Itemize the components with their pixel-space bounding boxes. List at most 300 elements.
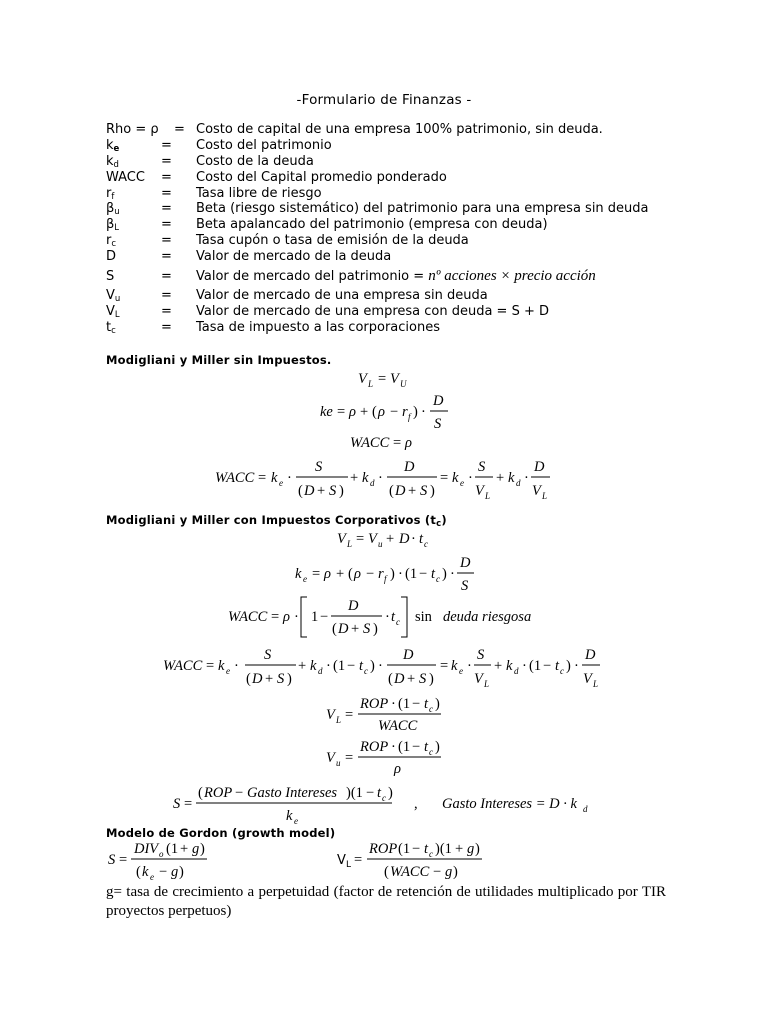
definition-equals: = [161,319,172,335]
definition-description [196,186,322,202]
svg-text:+: + [408,483,417,499]
svg-text:·: · [524,470,529,486]
definition-symbol [106,122,159,138]
svg-text:·: · [378,470,383,486]
definition-symbol-subscript: c [111,325,116,336]
definition-description-text: Tasa libre de riesgo [196,185,322,201]
svg-text:=: = [378,371,387,387]
formula-gasto-intereses-text: Gasto Intereses = D · k [442,796,577,812]
svg-text:(1: (1 [398,696,411,712]
svg-text:·: · [287,470,292,486]
svg-text:d: d [516,478,521,488]
definition-symbol-base: β [106,217,115,233]
svg-text:V: V [337,531,346,547]
definition-description [196,233,469,249]
svg-text:+: + [494,658,503,674]
svg-text:+: + [317,483,326,499]
svg-text:t: t [377,785,382,801]
definition-symbol [106,265,114,288]
svg-text:·: · [467,658,472,674]
definition-description-text: Valor de mercado de una empresa con deuda = S + D [196,303,550,319]
svg-text:D: D [304,483,315,499]
svg-text:=: = [258,470,267,486]
svg-text:d: d [583,804,588,814]
svg-text:k: k [452,470,459,486]
definition-equals: = [161,288,172,304]
svg-text:c: c [382,793,386,803]
svg-text:o: o [159,849,164,859]
svg-text:D: D [394,671,405,687]
svg-text:t: t [391,609,396,625]
svg-text:e: e [459,666,463,676]
svg-text:): ) [388,785,393,801]
svg-text:(: ( [372,404,377,420]
svg-text:S: S [277,671,285,687]
definition-description [196,217,548,233]
svg-text:ρ: ρ [378,404,385,420]
svg-text:(: ( [332,621,337,637]
svg-text:(1: (1 [333,658,346,674]
svg-text:S: S [478,459,486,475]
svg-text:S: S [108,852,116,868]
svg-text:(1: (1 [405,566,418,582]
definition-symbol-base: k [106,137,114,153]
svg-text:u: u [336,758,341,768]
svg-text:S: S [264,647,272,663]
svg-text:=: = [354,852,363,868]
svg-text:e: e [460,478,464,488]
page-title: -Formulario de Finanzas - [296,92,472,108]
section-heading-mm-tax-sub: c [436,519,442,529]
svg-text:D: D [395,483,406,499]
svg-text:U: U [400,379,407,389]
svg-text:k: k [142,864,149,880]
definition-symbol-base: Rho = ρ [106,122,159,137]
svg-text:t: t [555,658,560,674]
svg-text:(: ( [198,785,203,801]
svg-text:D: D [399,531,410,547]
formula-vl-with-tax [0,526,768,552]
svg-text:Gasto Intereses: Gasto Intereses [247,785,338,801]
definition-equals: = [161,233,172,249]
definition-symbol-base: V [106,303,115,319]
svg-text:ROP: ROP [204,785,233,801]
svg-text:+: + [386,531,395,547]
svg-text:·: · [234,658,239,674]
svg-text:+: + [360,404,369,420]
svg-text:−: − [412,841,421,857]
definition-equals: = [161,169,172,185]
svg-text:k: k [310,658,317,674]
formula-sin-text: sin [415,609,432,625]
svg-text:g: g [445,864,453,880]
svg-text:+: + [350,470,359,486]
svg-text:c: c [396,617,400,627]
definition-symbol-subscript: d [113,159,119,170]
svg-text:V: V [326,750,335,766]
svg-text:+: + [407,671,416,687]
definition-symbol-subscript: f [111,191,115,202]
svg-text:ρ: ρ [354,566,361,582]
svg-text:−: − [366,785,375,801]
svg-text:1: 1 [311,609,319,625]
svg-text:): ) [435,696,440,712]
definition-symbol [106,170,145,186]
svg-text:=: = [337,404,346,420]
svg-text:e: e [303,574,307,584]
svg-text:e: e [150,872,154,882]
svg-text:ρ: ρ [349,404,356,420]
svg-text:·: · [411,531,416,547]
formula-gordon [0,836,768,882]
svg-text:=: = [356,531,365,547]
svg-text:D: D [404,459,415,475]
svg-text:(1: (1 [529,658,542,674]
svg-text:+: + [180,841,189,857]
svg-text:k: k [362,470,369,486]
svg-text:c: c [424,539,428,549]
definition-symbol-subscript: u [114,207,120,218]
svg-text:d: d [318,666,323,676]
svg-text:WACC: WACC [163,658,203,674]
svg-text:e: e [226,666,230,676]
svg-text:)(1: )(1 [346,785,363,801]
svg-text:): ) [373,621,378,637]
svg-text:(: ( [389,483,394,499]
svg-text:t: t [424,696,429,712]
definition-description [196,288,488,304]
svg-text:WACC: WACC [350,435,390,451]
svg-text:+: + [336,566,345,582]
svg-text:k: k [295,566,302,582]
svg-text:=: = [206,658,215,674]
footnote-growth-rate: g= tasa de crecimiento a perpetuidad (factor de retención de utilidades multiplicado por TIR proyectos perpetuos) [106,884,666,919]
svg-text:S: S [329,483,337,499]
svg-text:k: k [218,658,225,674]
svg-text:(: ( [388,671,393,687]
svg-text:WACC: WACC [378,718,418,734]
svg-text:L: L [346,860,352,870]
svg-text:t: t [431,566,436,582]
svg-text:ROP: ROP [369,841,398,857]
svg-text:k: k [508,470,515,486]
definition-symbol-base: r [106,233,112,249]
svg-text:L: L [336,715,342,725]
svg-text:d: d [514,666,519,676]
svg-text:S: S [419,671,427,687]
svg-text:·: · [378,658,383,674]
svg-text:V: V [475,483,484,499]
svg-text:=: = [345,707,354,723]
formula-ke-no-tax [0,386,768,436]
svg-text:(: ( [348,566,353,582]
svg-text:c: c [429,849,433,859]
svg-text:−: − [543,658,552,674]
definition-symbol [106,249,116,265]
definition-equals: = [161,269,172,285]
svg-text:ke: ke [320,404,333,420]
svg-text:ρ: ρ [405,435,412,451]
definition-symbol-base: r [106,185,112,201]
svg-text:S: S [173,796,181,812]
svg-text:): ) [179,864,184,880]
definition-description-text: Costo de la deuda [196,153,314,169]
definition-symbol [106,288,120,304]
definition-description-text: Valor de mercado del patrimonio = [196,269,429,285]
definition-symbol [106,320,116,336]
svg-text:−: − [159,864,168,880]
svg-text:): ) [370,658,375,674]
svg-text:)(1: )(1 [435,841,452,857]
definition-equals: = [161,201,172,217]
svg-text:S: S [461,578,469,594]
definition-description-text: Tasa de impuesto a las corporaciones [196,319,440,335]
svg-text:·: · [391,696,396,712]
definition-equals: = [161,217,172,233]
svg-text:D: D [403,647,414,663]
svg-text:−: − [347,658,356,674]
svg-text:): ) [442,566,447,582]
definition-equals: = [161,137,172,153]
svg-text:WACC: WACC [228,609,268,625]
definition-description-text: Tasa cupón o tasa de emisión de la deuda [196,233,469,249]
svg-text:WACC: WACC [390,864,430,880]
svg-text:S: S [477,647,485,663]
svg-text:f: f [408,412,411,422]
svg-text:): ) [390,566,395,582]
svg-text:=: = [271,609,280,625]
svg-text:k: k [286,808,293,824]
svg-text:L: L [484,679,490,689]
svg-text:): ) [453,864,458,880]
svg-text:e: e [279,478,283,488]
svg-text:(1: (1 [398,739,411,755]
svg-text:): ) [339,483,344,499]
formula-wacc-no-tax [0,452,768,504]
svg-text:WACC: WACC [215,470,255,486]
svg-text:V: V [358,371,367,387]
svg-text:D: D [338,621,349,637]
svg-text:L: L [347,539,353,549]
svg-text:t: t [359,658,364,674]
definition-symbol-subscript: c [111,239,117,250]
svg-text:=: = [312,566,321,582]
svg-text:S: S [363,621,371,637]
formula-ke-with-tax [0,550,768,598]
svg-text:D: D [534,459,545,475]
svg-text:+: + [298,658,307,674]
formula-wacc-with-tax [0,641,768,693]
svg-text:): ) [435,739,440,755]
svg-text:=: = [184,796,193,812]
svg-text:V: V [532,483,541,499]
svg-text:S: S [420,483,428,499]
svg-text:c: c [436,574,440,584]
svg-text:): ) [287,671,292,687]
svg-text:(: ( [384,864,389,880]
svg-text:t: t [424,841,429,857]
definition-symbol [106,201,120,217]
definition-equals: = [161,249,172,265]
svg-text:·: · [468,470,473,486]
definition-symbol-base: WACC [106,169,145,185]
svg-text:DIV: DIV [134,841,159,857]
definition-description-text: Valor de mercado de una empresa sin deuda [196,288,488,304]
svg-text:g: g [171,864,179,880]
svg-text:V: V [390,371,399,387]
definition-equals: = [174,122,185,137]
svg-text:·: · [391,739,396,755]
svg-text:ROP: ROP [360,696,389,712]
svg-text:): ) [475,841,480,857]
definition-description [196,304,549,320]
svg-text:ROP: ROP [360,739,389,755]
svg-text:D: D [433,393,444,409]
definition-symbol-base: D [106,249,117,265]
svg-text:d: d [370,478,375,488]
definition-description [196,201,649,217]
svg-text:=: = [345,750,354,766]
svg-text:+: + [351,621,360,637]
svg-text:r: r [378,566,384,582]
svg-text:L: L [485,491,491,501]
svg-text:·: · [294,609,299,625]
svg-text:g: g [467,841,475,857]
svg-text:ρ: ρ [324,566,331,582]
svg-text:V: V [474,671,483,687]
svg-text:t: t [424,739,429,755]
section-heading-mm-tax-text: Modigliani y Miller con Impuestos Corporativos (t [106,513,437,527]
svg-text:+: + [265,671,274,687]
definition-description [196,320,440,336]
svg-text:(1: (1 [166,841,179,857]
svg-text:k: k [271,470,278,486]
svg-text:V: V [368,531,377,547]
svg-text:f: f [384,574,387,584]
svg-text:): ) [430,483,435,499]
definition-symbol-subscript: L [114,223,120,234]
formula-deuda-riesgosa-text: deuda riesgosa [443,609,532,625]
svg-text:−: − [320,609,329,625]
definition-symbol-subscript: L [114,309,120,320]
svg-text:): ) [429,671,434,687]
svg-text:e: e [294,816,298,826]
svg-text:L: L [368,379,374,389]
formula-vu-rop [0,735,768,781]
section-heading-mm-tax [106,513,447,527]
svg-text:): ) [566,658,571,674]
definition-description-text: Beta apalancado del patrimonio (empresa con deuda) [196,217,548,233]
svg-text:−: − [412,696,421,712]
svg-text:−: − [390,404,399,420]
svg-text:·: · [385,609,390,625]
svg-text:(: ( [246,671,251,687]
definition-symbol-base: k [106,153,114,169]
definition-description [196,138,332,154]
svg-text:·: · [574,658,579,674]
svg-text:=: = [119,852,128,868]
section-heading-mm-tax-close: ) [441,513,447,527]
svg-text:c: c [429,704,433,714]
formula-s-gasto-intereses [0,780,768,828]
svg-text:·: · [522,658,527,674]
svg-text:k: k [451,658,458,674]
svg-text:V: V [583,671,592,687]
svg-text:V: V [326,707,335,723]
svg-text:c: c [429,747,433,757]
svg-text:−: − [235,785,244,801]
definition-symbol [106,304,120,320]
definition-symbol [106,217,119,233]
section-heading-gordon: Modelo de Gordon (growth model) [106,826,336,840]
svg-text:−: − [366,566,375,582]
svg-text:): ) [200,841,205,857]
svg-text:ρ: ρ [394,761,401,777]
definition-description-text: Valor de mercado de la deuda [196,249,392,265]
svg-text:−: − [419,566,428,582]
definition-symbol [106,138,119,154]
definition-symbol-subscript: e [113,143,120,154]
definition-description-text: Beta (riesgo sistemático) del patrimonio para una empresa sin deuda [196,201,649,217]
definition-description [196,170,447,186]
svg-text:−: − [433,864,442,880]
svg-text:·: · [450,566,455,582]
svg-text:(: ( [298,483,303,499]
definition-equals: = [161,153,172,169]
svg-text:·: · [421,404,426,420]
svg-text:+: + [455,841,464,857]
svg-text:c: c [364,666,368,676]
svg-text:+: + [496,470,505,486]
svg-text:D: D [460,555,471,571]
svg-text:=: = [440,470,449,486]
formula-wacc-rho [0,430,768,454]
definition-description-math: nº acciones × precio acción [428,268,596,285]
definition-description [196,249,391,265]
svg-text:(1: (1 [398,841,411,857]
svg-text:V: V [337,853,346,868]
svg-text:·: · [398,566,403,582]
definition-description-text: Costo del Capital promedio ponderado [196,169,447,185]
formula-comma: , [414,796,418,812]
svg-text:(: ( [136,864,141,880]
svg-text:u: u [378,539,383,549]
definition-symbol [106,154,119,170]
definition-symbol-base: V [106,288,115,304]
definition-description [196,154,314,170]
svg-text:−: − [412,739,421,755]
definition-equals: = [161,303,172,319]
definition-description [196,265,596,288]
section-heading-mm-no-tax: Modigliani y Miller sin Impuestos. [106,353,332,367]
svg-text:L: L [593,679,599,689]
definition-symbol-base: t [106,319,112,335]
svg-text:L: L [542,491,548,501]
definition-symbol-base: S [106,269,115,285]
definition-equals: = [161,185,172,201]
definition-symbol-base: β [106,201,115,217]
svg-text:·: · [326,658,331,674]
svg-text:g: g [192,841,200,857]
svg-text:): ) [413,404,418,420]
definition-symbol-subscript: u [114,294,121,305]
definition-symbol [106,233,116,249]
svg-text:D: D [585,647,596,663]
svg-text:D: D [348,598,359,614]
definition-symbol [106,186,114,202]
svg-text:S: S [315,459,323,475]
svg-text:k: k [506,658,513,674]
